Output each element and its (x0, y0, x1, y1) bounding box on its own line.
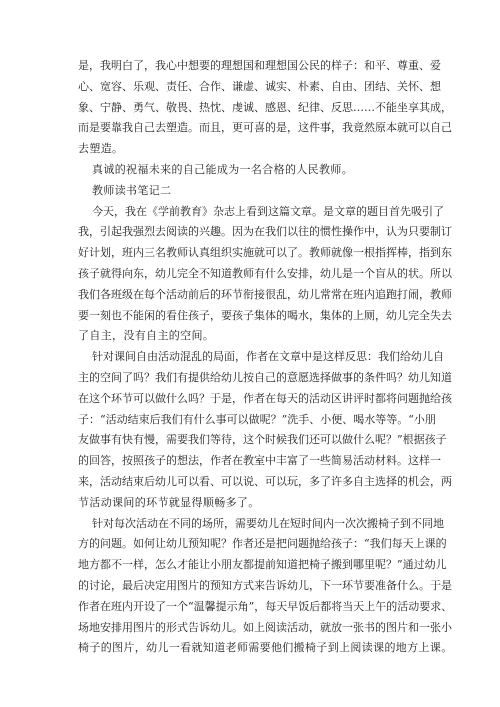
text-line: 的讨论，最后决定用图片的预知方式来告诉幼儿，下一环节要准备什么。于是 (78, 578, 452, 592)
text-line: 椅子的图片，幼儿一看就知道老师需要他们搬椅子到上阅读课的地方上课。 (78, 641, 453, 655)
text-line: 子：“活动结束后我们有什么事可以做呢？”洗手、小便、喝水等等。“小朋 (78, 412, 436, 426)
text-line: 了自主，没有自主的空间。 (78, 329, 215, 343)
document-body (78, 56, 470, 659)
text-line: 今天，我在《学前教育》杂志上看到这篇文章。是文章的题目首先吸引了 (92, 204, 444, 218)
text-line: 节活动课间的环节就显得顺畅多了。 (78, 495, 260, 509)
text-line: 好计划，班内三名教师认真组织实施就可以了。教师就像一根指挥棒，指到东 (78, 246, 452, 260)
text-line: 心、宽容、乐观、责任、合作、谦虚、诚实、朴素、自由、团结、关怀、想 (78, 79, 441, 93)
text-line: 主的空间了吗？我们有提供给幼儿按自己的意愿选择做事的条件吗？幼儿知道 (78, 370, 452, 384)
text-line: 针对课间自由活动混乱的局面，作者在文章中是这样反思：我们给幼儿自 (92, 350, 444, 364)
paragraph-wish (78, 160, 470, 181)
text-line: 友做事有快有慢，需要我们等待，这个时候我们还可以做什么呢？”根据孩子 (78, 433, 447, 447)
heading-text: 教师读书笔记二 (92, 183, 172, 197)
text-line: 是，我明白了，我心中想要的理想国和理想国公民的样子：和平、尊重、爱 (78, 59, 441, 72)
text-line: 要一刻也不能闲的看住孩子，要孩子集体的喝水，集体的上厕，幼儿完全失去 (78, 308, 452, 322)
section-heading (78, 181, 470, 202)
paragraph-intro (78, 56, 470, 160)
text-line: 方的问题。如何让幼儿预知呢？作者还是把问题抛给孩子：“我们每天上课的 (78, 537, 447, 551)
text-line: 作者在班内开设了一个“温馨提示角”，每天早饭后都将当天上午的活动要求、 (78, 599, 453, 613)
text-line: 孩子就得向东，幼儿完全不知道教师有什么安排，幼儿是一个盲从的状。所以 (78, 266, 452, 280)
text-line: 在这个环节可以做什么吗？于是，作者在每天的活动区讲评时都将问题抛给孩 (78, 391, 452, 405)
text-line: 我们各班级在每个活动前后的环节衔接很乱，幼儿常常在班内追跑打闹，教师 (78, 287, 452, 301)
text-line: 而是要靠我自己去塑造。而且，更可喜的是，这件事，我竟然原本就可以自己 (78, 121, 452, 135)
text-line: 真诚的祝福未来的自己能成为一名合格的人民教师。 (92, 162, 354, 176)
text-line: 针对每次活动在不同的场所，需要幼儿在短时间内一次次搬椅子到不同地 (92, 516, 444, 530)
paragraph-chaos (78, 347, 470, 513)
paragraph-places (78, 514, 470, 660)
text-line: 地方都不一样，怎么才能让小朋友都提前知道把椅子搬到哪里呢？”通过幼儿 (78, 558, 447, 572)
text-line: 场地安排用图片的形式告诉幼儿。如上阅读活动，就放一张书的图片和一张小 (78, 620, 452, 634)
text-line: 象、宁静、勇气、敬畏、热忱、虔诚、感恩、纪律、反思……不能坐享其成， (78, 100, 452, 114)
text-line: 去塑造。 (78, 142, 124, 156)
text-line: 来，活动结束后幼儿可以看、可以说、可以玩，多了许多自主选择的机会，两 (78, 474, 452, 488)
text-line: 的回答，按照孩子的想法，作者在教室中丰富了一些简易活动材料。这样一 (78, 454, 441, 468)
paragraph-today (78, 202, 470, 348)
text-line: 我，引起我强烈去阅读的兴趣。因为在我们以往的惯性操作中，认为只要制订 (78, 225, 452, 239)
